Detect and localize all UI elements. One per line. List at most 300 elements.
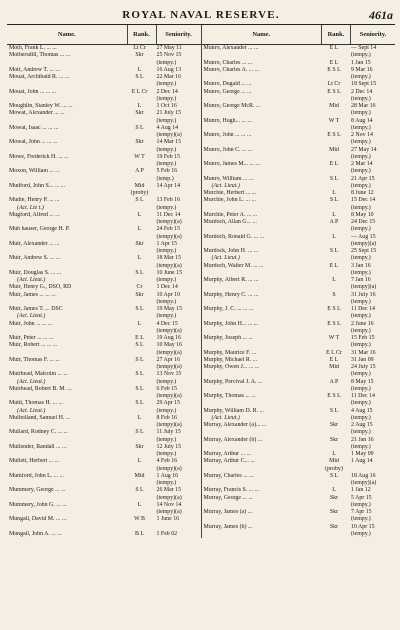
officer-rank [320, 255, 348, 262]
officer-name: Murray, Francis S. ... ... [203, 487, 260, 494]
officer-seniority: (tempy)(a) [156, 364, 182, 370]
table-row [7, 313, 201, 320]
officer-seniority: (tempy.) [351, 429, 371, 436]
table-row [7, 350, 201, 357]
officer-rank [126, 451, 154, 458]
officer-seniority: (tempy.) [156, 277, 177, 283]
officer-seniority [348, 466, 395, 473]
table-row [202, 147, 396, 154]
officer-seniority: (tempy.) [351, 74, 371, 80]
officer-rank: E S L [327, 320, 341, 327]
officer-rank: (proby) [325, 465, 343, 472]
officer-seniority: (tempy.) [156, 248, 177, 254]
officer-name: Murdock, John H. ... ... [203, 248, 259, 254]
officer-seniority: 14 Nov 14 [156, 501, 182, 508]
officer-rank: Mid [329, 146, 339, 153]
officer-rank [320, 284, 348, 291]
table-row [7, 284, 201, 291]
officer-name [202, 444, 321, 451]
officer-rank: Skr [329, 523, 339, 530]
officer-seniority: (tempy.) [351, 327, 371, 334]
officer-seniority: 18 Mar 15 [156, 255, 182, 262]
officer-seniority: 31 Jan 09 [351, 356, 374, 363]
officer-rank [320, 110, 348, 117]
officer-seniority: 10 May 16 [156, 342, 183, 349]
officer-seniority: (tempy)(a) [156, 349, 182, 356]
officer-rank [126, 495, 154, 502]
officer-seniority: (tempy.) [156, 298, 177, 305]
officer-rank [320, 168, 348, 175]
table-row [202, 429, 396, 436]
table-row [202, 74, 396, 81]
officer-seniority: (tempy.) [351, 124, 371, 131]
officer-seniority: 10 Apr 15 [351, 523, 375, 530]
officer-seniority: (tempy)(a) [351, 240, 377, 247]
officer-rank: W T [328, 335, 340, 341]
table-row [7, 219, 201, 226]
officer-rank [320, 502, 348, 509]
officer-name: Murchie, Herbert ... ... [203, 190, 257, 196]
officer-seniority: (tempy)(a) [351, 284, 377, 291]
table-row [7, 118, 201, 125]
officer-seniority: 1 Dec 14 [156, 284, 178, 291]
officer-seniority: (tempy.) [351, 139, 371, 146]
officer-seniority: 1 May 09 [351, 451, 374, 457]
table-row [7, 154, 201, 161]
officer-name: Munro, Dugald ... ... [203, 81, 252, 88]
officer-seniority: 7 Apr 15 [351, 509, 372, 515]
officer-name [7, 524, 126, 531]
officer-rank [126, 263, 154, 270]
table-row [7, 197, 201, 204]
table-row [202, 81, 396, 88]
table-row [7, 437, 201, 444]
table-row [202, 364, 396, 371]
officer-rank: E L [329, 59, 339, 66]
officer-seniority: (tempy)(a) [156, 422, 182, 428]
officer-name [202, 284, 321, 291]
officer-name: Mullard, Rodney C. ... ... [9, 429, 68, 436]
officer-rank: W T [328, 117, 340, 124]
table-row [7, 176, 201, 183]
table-row [7, 234, 201, 241]
left-column [7, 25, 202, 538]
officer-rank: L [137, 501, 142, 508]
officer-rank [320, 205, 348, 212]
table-row [7, 516, 201, 523]
officer-seniority: 10 Apr 10 [156, 291, 181, 298]
officer-seniority: 8 May 15 [351, 378, 374, 385]
officer-rank [126, 408, 154, 415]
officer-name [202, 516, 321, 523]
officer-rank: E S L [327, 393, 341, 399]
officer-name: Murray, James (a) ... [203, 509, 253, 515]
officer-seniority: 16 Aug 13 [156, 66, 182, 73]
table-row [7, 183, 201, 190]
officer-name [7, 81, 126, 88]
officer-rank [320, 52, 348, 59]
officer-seniority: (tempy.) [351, 530, 371, 537]
officer-rank: L [137, 66, 142, 73]
officer-rank [320, 429, 348, 436]
table-row [202, 60, 396, 67]
page-title: ROYAL NAVAL RESERVE. [122, 9, 280, 21]
officer-rank: E L [329, 45, 339, 51]
table-row [202, 509, 396, 516]
officer-seniority: 21 July 15 [156, 110, 182, 117]
officer-seniority: (tempy.) [156, 451, 177, 457]
officer-seniority: (tempy.) [156, 81, 177, 88]
officer-rank: Mid [329, 458, 339, 465]
officer-name: Mowe, Frederick H. ... ... [9, 153, 69, 160]
table-row [202, 466, 396, 473]
officer-rank: E L [329, 262, 339, 269]
table-row [7, 502, 201, 509]
officer-name [7, 132, 126, 139]
officer-seniority: 18 Sept 15 [351, 81, 377, 88]
officer-seniority: (temp.) [156, 175, 174, 182]
table-row [202, 487, 396, 494]
officer-seniority: (tempy)(a) [351, 480, 377, 486]
officer-name [7, 118, 126, 125]
officer-name: Mudie, Henry P. ... ... [9, 197, 60, 204]
officer-name: Murphy, J. C. ... ... ... [203, 306, 254, 312]
officer-rank: S L [135, 74, 144, 80]
officer-seniority: 18 Aug 16 [351, 472, 376, 479]
officer-name: Murdoch, Ronald G. ... ... [203, 233, 265, 240]
officer-name: Muir, Alexander ... ... [9, 240, 60, 247]
officer-seniority: (tempy.) [351, 269, 371, 276]
officer-rank [320, 531, 348, 538]
officer-name [7, 234, 126, 241]
officer-name: Murray, George ... ... [203, 494, 253, 501]
officer-name [7, 299, 126, 306]
officer-rank [320, 139, 348, 146]
table-row [7, 161, 201, 168]
table-row [202, 335, 396, 342]
officer-name: (Act. Lieut.) [17, 407, 46, 414]
seniority-header: Seniority. [350, 25, 395, 44]
table-row [202, 400, 396, 407]
officer-rank: Skr [135, 240, 144, 247]
officer-name: Muir, Andrew S. ... ... [9, 255, 61, 262]
officer-name [7, 248, 126, 255]
table-row [202, 328, 396, 335]
officer-name: Munro, John C. ... ... [203, 146, 253, 153]
officer-seniority: 11 July 15 [156, 429, 181, 436]
officer-seniority: (tempy.) [156, 59, 177, 66]
table-row [7, 96, 201, 103]
officer-name: Mungall, John A. ... ... [9, 530, 62, 537]
officer-seniority: 1 Aug 14 [351, 458, 373, 465]
officer-rank: E L [135, 335, 144, 341]
table-row [202, 531, 396, 538]
table-row [7, 226, 201, 233]
officer-rank: W T [134, 153, 145, 160]
officer-rank: L [137, 103, 142, 109]
table-row [202, 386, 396, 393]
officer-rank: S L [329, 197, 339, 204]
officer-name: (Act. Lieut.) [17, 378, 46, 385]
table-row [7, 444, 201, 451]
officer-name [202, 531, 321, 538]
table-row [7, 299, 201, 306]
officer-seniority [154, 190, 201, 197]
officer-rank: E S L [327, 88, 341, 95]
table-row [7, 371, 201, 378]
officer-seniority: (tempy.) [156, 313, 177, 320]
officer-seniority: 8 Aug 14 [351, 117, 373, 124]
officer-name: Moxon, William ... ... [9, 168, 60, 175]
officer-rank: S L [135, 269, 144, 276]
officer-name [202, 52, 321, 59]
officer-name: Muir, James ... ... ... [9, 291, 56, 298]
table-row [7, 125, 201, 132]
table-row [7, 321, 201, 328]
rank-header: Rank. [127, 25, 156, 44]
officer-name [7, 480, 126, 487]
officer-rank: W B [134, 516, 145, 523]
table-row [202, 516, 396, 523]
table-row [7, 524, 201, 531]
officer-seniority: (tempy.) [156, 436, 177, 443]
officer-rank [126, 96, 154, 103]
officer-seniority: (tempy.) [351, 400, 371, 407]
officer-seniority: 2 Aug 15 [351, 422, 373, 428]
officer-seniority: 4 Aug 15 [351, 407, 373, 414]
officer-rank: E S L [327, 306, 341, 312]
officer-name: Munro, Alexander ... ... [203, 45, 259, 51]
officer-seniority: 21 Apr 15 [351, 175, 375, 182]
officer-seniority: 24 Dec 15 [351, 219, 376, 225]
officer-rank [320, 400, 348, 407]
officer-seniority: 26 Mar 15 [156, 487, 182, 494]
officer-name [202, 96, 321, 103]
officer-name: Muh hauser, George H. P. [9, 226, 70, 233]
officer-seniority: (tempy.) [156, 161, 177, 167]
officer-seniority: 13 Feb 16 [156, 197, 181, 204]
table-row [7, 415, 201, 422]
officer-rank [126, 299, 154, 306]
officer-name [7, 466, 126, 473]
officer-seniority: 11 Dec 14 [351, 306, 375, 312]
table-row [202, 139, 396, 146]
officer-name [202, 139, 321, 146]
officer-rank: Skr [329, 509, 339, 515]
officer-name: Munro, Charles A. ... ... [203, 66, 260, 73]
officer-rank: Mid [329, 103, 339, 109]
officer-name [202, 400, 321, 407]
table-row [202, 118, 396, 125]
officer-seniority: (tempy.) [351, 371, 371, 378]
officer-seniority: 2 June 16 [351, 320, 374, 327]
officer-seniority: 4 Aug 14 [156, 124, 179, 131]
officer-name [202, 205, 321, 212]
officer-name: Munro, George McR. ... [203, 103, 261, 109]
officer-seniority: 1 June 16 [156, 516, 180, 523]
table-row [7, 248, 201, 255]
officer-seniority: 2 Mar 14 [351, 161, 373, 167]
table-row [7, 139, 201, 146]
table-row [7, 487, 201, 494]
officer-rank [126, 277, 154, 284]
officer-name: Muir, Douglas S. ... ... [9, 269, 62, 276]
table-row [202, 379, 396, 386]
table-row [202, 234, 396, 241]
officer-rank [320, 226, 348, 233]
officer-seniority: 24 Feb 15 [156, 226, 181, 233]
officer-name: Muir, Peter ... ... ... [9, 335, 54, 341]
officer-seniority: (tempy.) [156, 146, 177, 153]
officer-name: Murphy, Henry C. ... ... [203, 291, 259, 298]
officer-rank [320, 74, 348, 81]
officer-rank [320, 241, 348, 248]
officer-name: Mugford, Alfred ... ... [9, 211, 60, 218]
table-row [7, 509, 201, 516]
officer-seniority [154, 524, 201, 531]
table-row [7, 408, 201, 415]
table-row [202, 415, 396, 422]
table-row [7, 306, 201, 313]
officer-seniority: 1 Jan 12 [351, 487, 371, 494]
officer-seniority: 31 Mar 16 [351, 349, 376, 356]
officer-rank [126, 205, 154, 212]
table-row [202, 284, 396, 291]
table-row [7, 60, 201, 67]
officer-rank: L [137, 458, 142, 465]
officer-seniority: 9 Mar 16 [351, 66, 373, 73]
table-row [202, 125, 396, 132]
officer-rank [320, 328, 348, 335]
officer-name: Murdoch, Walter M. ... ... [203, 262, 264, 269]
officer-seniority: (tempy.) [351, 95, 371, 102]
officer-name: Murphy, William D. R. ... [203, 407, 264, 414]
officer-seniority: 27 May 11 [156, 45, 182, 51]
table-row [202, 422, 396, 429]
officer-rank [126, 313, 154, 320]
officer-rank: Skr [135, 291, 144, 298]
officer-rank: E S L [327, 66, 341, 73]
table-row [7, 451, 201, 458]
officer-name [202, 241, 321, 248]
right-rows [202, 45, 396, 538]
officer-name: Moughlin, Stanley W. ... ... [9, 103, 73, 109]
officer-rank [126, 176, 154, 183]
officer-rank: S L [135, 385, 144, 392]
table-row [7, 422, 201, 429]
table-row [202, 350, 396, 357]
officer-name: Murchie, John L. ... ... [203, 197, 256, 204]
officer-name [7, 350, 126, 357]
officer-seniority: (tempy.) [156, 480, 177, 486]
officer-name: Muir, James T. ... DSC [9, 306, 63, 312]
officer-name: Mullender, Randall ... ... [9, 443, 67, 450]
officer-name: Munro, Hugh... ... ... [203, 117, 252, 124]
officer-seniority: 1 Feb 02 [156, 530, 178, 537]
table-row [202, 132, 396, 139]
officer-seniority: (tempy.) [351, 182, 371, 189]
officer-rank [126, 524, 154, 531]
officer-rank [126, 248, 154, 255]
table-row [7, 241, 201, 248]
officer-rank: Cr [136, 284, 143, 291]
table-row [202, 197, 396, 204]
table-row [7, 67, 201, 74]
table-row [202, 96, 396, 103]
officer-seniority: (tempy.) [351, 204, 371, 211]
officer-seniority: (tempy.) [351, 52, 371, 59]
officer-name [202, 386, 321, 393]
officer-seniority: 15 Dec 14 [351, 197, 376, 204]
table-row [7, 400, 201, 407]
table-row [7, 335, 201, 342]
table-row [202, 168, 396, 175]
officer-rank: L [137, 226, 142, 233]
table-row [202, 52, 396, 59]
officer-seniority: 15 Feb 15 [351, 335, 375, 341]
officer-seniority: 19 Feb 15 [156, 153, 181, 160]
officer-rank [320, 183, 348, 190]
officer-rank: S L [135, 306, 144, 312]
officer-rank: S L [135, 371, 144, 378]
officer-rank [320, 125, 348, 132]
officer-name: Muir, Henry G., DSO, RD [9, 284, 72, 291]
officer-name: Muirhead, Malcolm ... ... [9, 371, 68, 378]
officer-seniority: 14 Mar 15 [156, 139, 182, 146]
officer-rank: Mid [134, 472, 145, 479]
officer-rank [126, 393, 154, 400]
officer-name [7, 393, 126, 400]
table-row [7, 168, 201, 175]
officer-name: Murray, Charles ... ... [203, 472, 254, 479]
officer-name [7, 364, 126, 371]
officer-seniority: 29 Apr 15 [156, 400, 181, 407]
officer-rank [126, 509, 154, 516]
officer-name: Murray, Alexander (a)... ... [203, 422, 267, 428]
officer-rank [320, 386, 348, 393]
officer-name: Murphy, Maurice F. ... [203, 349, 257, 356]
officer-rank: E L [329, 356, 339, 363]
officer-rank: S L [135, 356, 144, 363]
officer-name: Muirhead, Robert B. M. ... [9, 385, 72, 392]
officer-name [202, 125, 321, 132]
officer-rank: L [137, 211, 142, 218]
officer-seniority: (tempy.) [351, 342, 371, 349]
table-row [202, 357, 396, 364]
table-row [7, 81, 201, 88]
table-row [7, 364, 201, 371]
officer-rank: A P [329, 378, 339, 385]
officer-seniority: (tempy.) [351, 153, 371, 160]
officer-seniority: 4 Dec 15 [156, 320, 178, 327]
officer-name: Murchie, Peter A. ... ... [203, 211, 258, 218]
officer-rank [320, 516, 348, 523]
officer-rank: S [332, 291, 336, 298]
seniority-header: Seniority. [156, 25, 201, 44]
table-row [7, 531, 201, 538]
officer-rank: Skr [135, 139, 144, 146]
table-row [202, 219, 396, 226]
officer-name [202, 480, 321, 487]
officer-rank: L [332, 211, 336, 218]
officer-seniority: 2 Dec 14 [156, 88, 178, 95]
officer-rank: L [332, 487, 336, 494]
officer-seniority: (tempy)(a) [156, 262, 182, 269]
table-row [202, 473, 396, 480]
table-row [7, 393, 201, 400]
officer-rank [126, 132, 154, 139]
table-row [7, 277, 201, 284]
